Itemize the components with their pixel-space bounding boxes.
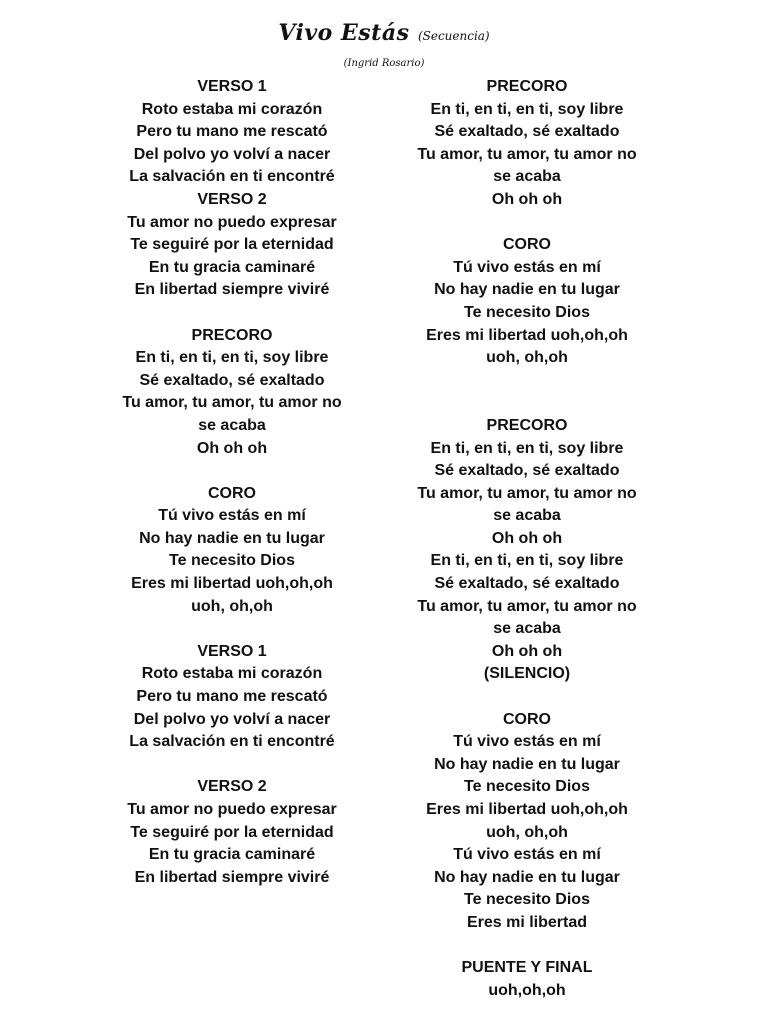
lyric-line: Eres mi libertad uoh,oh,oh xyxy=(426,326,628,344)
lyric-line: Te necesito Dios xyxy=(464,303,590,321)
lyric-line: se acaba xyxy=(493,168,561,186)
lyric-line: Tu amor, tu amor, tu amor no xyxy=(417,145,637,163)
song-subtitle: (Secuencia) xyxy=(417,29,490,43)
section-heading: VERSO 2 xyxy=(197,190,267,208)
lyric-line: En ti, en ti, en ti, soy libre xyxy=(430,100,624,118)
song-title: Vivo Estás xyxy=(278,20,410,46)
lyric-line: No hay nadie en tu lugar xyxy=(434,281,620,299)
lyric-line: Roto estaba mi corazón xyxy=(141,100,323,118)
lyric-line: Te necesito Dios xyxy=(169,552,295,570)
lyric-line: Tú vivo estás en mí xyxy=(453,733,601,751)
lyric-line: En ti, en ti, en ti, soy libre xyxy=(430,552,624,570)
section-heading: PUENTE Y FINAL xyxy=(461,959,593,977)
blank-line xyxy=(397,686,657,709)
lyric-line: Oh oh oh xyxy=(491,529,563,547)
lyric-line: se acaba xyxy=(493,620,561,638)
lyric-line: La salvación en ti encontré xyxy=(129,168,335,186)
lyrics-column-left xyxy=(102,76,362,889)
lyric-line: Eres mi libertad uoh,oh,oh xyxy=(131,575,333,593)
lyric-line: Roto estaba mi corazón xyxy=(141,665,323,683)
lyric-line: Pero tu mano me rescató xyxy=(136,688,328,706)
lyric-line: Sé exaltado, sé exaltado xyxy=(434,123,620,141)
blank-line xyxy=(397,370,657,393)
lyric-line: Tu amor no puedo expresar xyxy=(127,801,337,818)
lyric-line: En libertad siempre viviré xyxy=(134,868,330,886)
lyric-line: No hay nadie en tu lugar xyxy=(434,868,620,886)
lyric-line: Pero tu mano me rescató xyxy=(136,123,328,141)
lyric-line: Tu amor no puedo expresar xyxy=(127,213,337,231)
lyric-line: En ti, en ti, en ti, soy libre xyxy=(135,349,329,367)
lyric-line: uoh,oh,oh xyxy=(488,981,566,999)
blank-line xyxy=(397,935,657,958)
lyric-line: No hay nadie en tu lugar xyxy=(139,529,325,547)
lyric-line: En libertad siempre viviré xyxy=(134,281,330,299)
song-author: (Ingrid Rosario) xyxy=(343,58,425,69)
lyric-line: Tú vivo estás en mí xyxy=(453,258,601,276)
section-heading: VERSO 2 xyxy=(197,778,267,796)
lyric-line: (SILENCIO) xyxy=(483,665,571,683)
blank-line xyxy=(102,754,362,777)
lyric-line: Tú vivo estás en mí xyxy=(453,846,601,864)
lyric-line: Tu amor, tu amor, tu amor no xyxy=(122,394,342,412)
lyric-line: Te necesito Dios xyxy=(464,891,590,909)
section-heading: CORO xyxy=(208,484,256,502)
lyric-line: En tu gracia caminaré xyxy=(148,258,316,276)
lyric-line: Tu amor, tu amor, tu amor no xyxy=(417,597,637,615)
lyric-line: En ti, en ti, en ti, soy libre xyxy=(430,439,624,457)
document-header xyxy=(0,20,768,46)
lyric-line: se acaba xyxy=(198,416,266,434)
lyric-line: La salvación en ti encontré xyxy=(129,733,335,751)
blank-line xyxy=(102,460,362,483)
lyric-line: uoh, oh,oh xyxy=(486,349,568,367)
lyrics-column-right xyxy=(397,76,657,1002)
blank-line xyxy=(397,392,657,415)
section-heading: CORO xyxy=(503,710,551,728)
section-heading: PRECORO xyxy=(486,78,568,95)
lyric-line: Eres mi libertad uoh,oh,oh xyxy=(426,801,628,818)
blank-line xyxy=(102,618,362,641)
lyric-line: Sé exaltado, sé exaltado xyxy=(434,575,620,593)
lyric-line: uoh, oh,oh xyxy=(486,823,568,841)
lyric-line: Oh oh oh xyxy=(196,439,268,457)
lyric-line: Tu amor, tu amor, tu amor no xyxy=(417,484,637,502)
lyric-line: Te necesito Dios xyxy=(464,778,590,796)
lyric-line: En tu gracia caminaré xyxy=(148,846,316,864)
lyric-line: Te seguiré por la eternidad xyxy=(130,236,334,254)
lyric-line: Oh oh oh xyxy=(491,642,563,660)
section-heading: VERSO 1 xyxy=(197,642,267,660)
lyric-line: se acaba xyxy=(493,507,561,525)
lyric-line: Sé exaltado, sé exaltado xyxy=(139,371,325,389)
lyric-line: Del polvo yo volví a nacer xyxy=(133,145,331,163)
section-heading: PRECORO xyxy=(191,326,273,344)
section-heading: VERSO 1 xyxy=(197,78,267,95)
section-heading: PRECORO xyxy=(486,416,568,434)
lyric-line: Del polvo yo volví a nacer xyxy=(133,710,331,728)
lyric-line: No hay nadie en tu lugar xyxy=(434,755,620,773)
lyric-line: Oh oh oh xyxy=(491,190,563,208)
lyric-line: uoh, oh,oh xyxy=(191,597,273,615)
lyric-line: Eres mi libertad xyxy=(466,913,588,931)
lyric-line: Tú vivo estás en mí xyxy=(158,507,306,525)
lyric-line: Te seguiré por la eternidad xyxy=(130,823,334,841)
lyric-line: Sé exaltado, sé exaltado xyxy=(434,462,620,480)
blank-line xyxy=(102,302,362,325)
blank-line xyxy=(397,212,657,235)
section-heading: CORO xyxy=(503,236,551,254)
